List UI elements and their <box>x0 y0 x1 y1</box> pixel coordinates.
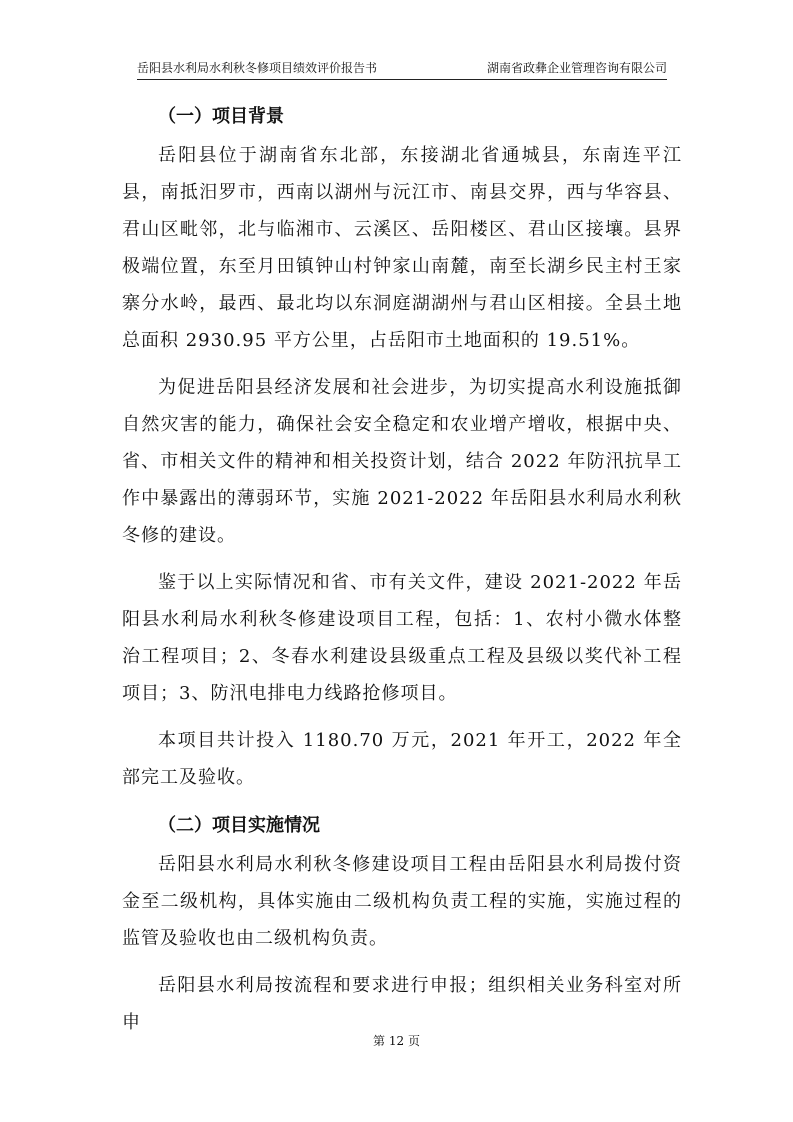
paragraph: 岳阳县水利局水利秋冬修建设项目工程由岳阳县水利局拨付资金至二级机构，具体实施由二级机构负责工程的实施，实施过程的监管及验收也由二级机构负责。 <box>122 854 682 949</box>
section-heading: （一）项目背景 <box>158 106 284 127</box>
document-body <box>122 97 682 1041</box>
header-report-title: 岳阳县水利局水利秋冬修项目绩效评价报告书 <box>137 61 378 75</box>
paragraph: 岳阳县水利局按流程和要求进行申报；组织相关业务科室对所申 <box>122 975 682 1033</box>
paragraph: 为促进岳阳县经济发展和社会进步，为切实提高水利设施抵御自然灾害的能力，确保社会安全稳定和农业增产增收，根据中央、省、市相关文件的精神和相关投资计划，结合 2022 年防汛抗旱工作中暴露出的薄弱环节，实施 2021-2022 年岳阳县水利局水利秋冬修的建设。 <box>122 377 682 546</box>
header-company-name: 湖南省政彝企业管理咨询有限公司 <box>486 61 667 75</box>
section-heading: （二）项目实施情况 <box>158 815 320 836</box>
page-header <box>137 59 667 80</box>
paragraph: 岳阳县位于湖南省东北部，东接湖北省通城县，东南连平江县，南抵汨罗市，西南以湖州与沅江市、南县交界，西与华容县、君山区毗邻，北与临湘市、云溪区、岳阳楼区、君山区接壤。县界极端位置，东至月田镇钟山村钟家山南麓，南至长湖乡民主村王家寨分水岭，最西、最北均以东洞庭湖湖州与君山区相接。全县土地总面积 2930.95 平方公里，占岳阳市土地面积的 19.51%。 <box>122 145 682 351</box>
section-project-implementation <box>122 806 682 1041</box>
section-project-background <box>122 97 682 806</box>
paragraph: 本项目共计投入 1180.70 万元，2021 年开工，2022 年全部完工及验收。 <box>122 730 682 788</box>
page-number: 第 12 页 <box>373 1034 420 1048</box>
paragraph: 鉴于以上实际情况和省、市有关文件，建设 2021-2022 年岳阳县水利局水利秋冬修建设项目工程，包括：1、农村小微水体整治工程项目；2、冬春水利建设县级重点工程及县级以奖代补工程项目；3、防汛电排电力线路抢修项目。 <box>122 572 682 704</box>
